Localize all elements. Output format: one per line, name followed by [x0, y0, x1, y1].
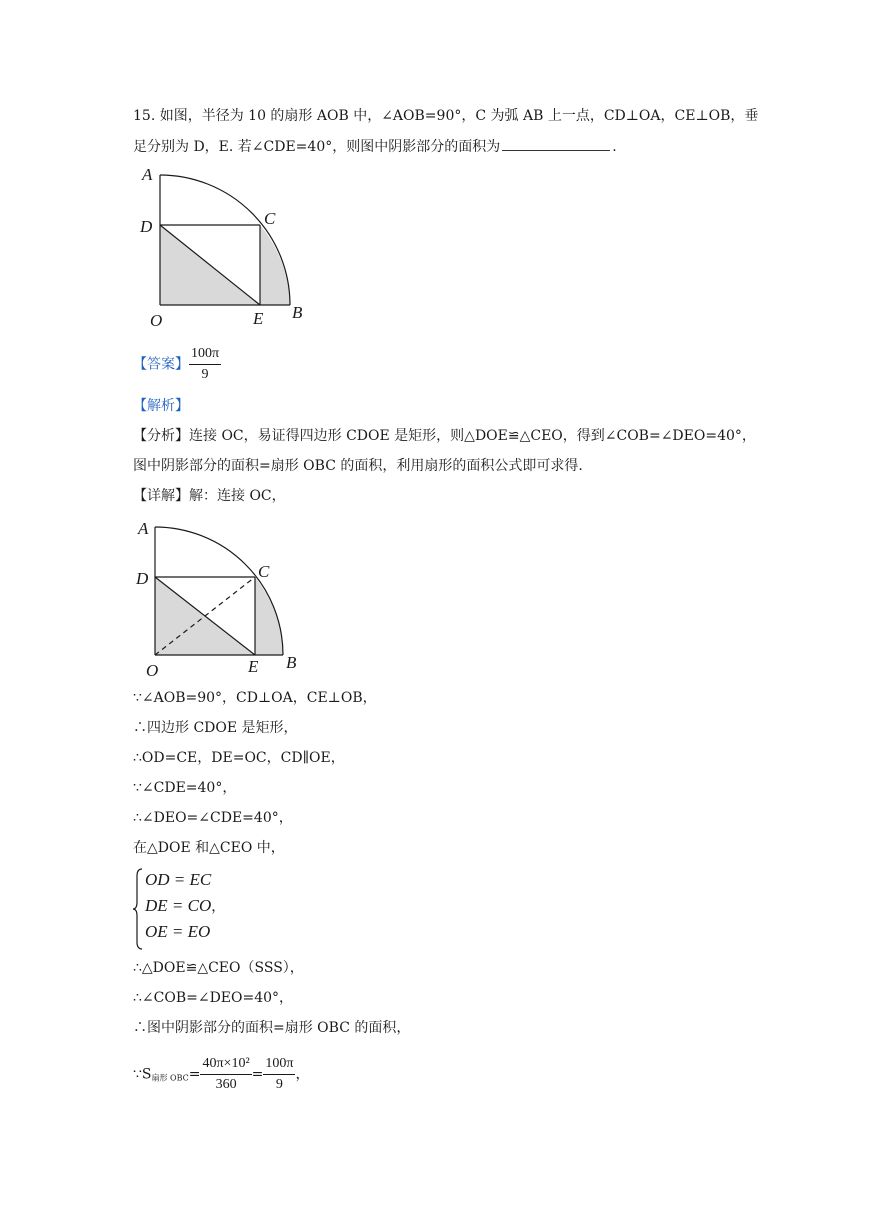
answer-row — [133, 344, 221, 385]
label-c: C — [264, 209, 276, 228]
problem-line-2-text: 足分别为 D，E. 若∠CDE=40°，则图中阴影部分的面积为 — [133, 139, 501, 155]
step-3: ∴OD=CE，DE=OC，CD∥OE， — [133, 750, 345, 766]
answer-tag: 【答案】 — [133, 356, 189, 373]
label-o-2: O — [146, 661, 159, 680]
figure-2 — [130, 512, 320, 682]
label-c-2: C — [258, 562, 270, 581]
answer-numerator: 100π — [189, 344, 221, 365]
system-row-1: OD = EC — [145, 870, 212, 889]
step-10-eq1: = — [188, 1066, 201, 1083]
left-brace — [133, 868, 143, 950]
shaded-sector-2 — [255, 577, 283, 655]
step-10-sub: 扇形 OBC — [151, 1073, 189, 1083]
analysis-tag: 【解析】 — [133, 398, 189, 414]
step-6: 在△DOE 和△CEO 中， — [133, 840, 285, 856]
step-1: ∵∠AOB=90°，CD⊥OA，CE⊥OB， — [133, 690, 377, 706]
label-b-2: B — [286, 653, 297, 672]
label-d: D — [140, 217, 153, 236]
step-2: ∴四边形 CDOE 是矩形， — [133, 720, 298, 736]
label-a: A — [142, 165, 153, 184]
step-9: ∴图中阴影部分的面积=扇形 OBC 的面积， — [133, 1020, 411, 1036]
detail-line-1 — [133, 486, 286, 506]
step-4: ∵∠CDE=40°， — [133, 780, 237, 796]
detail-text-1: 解：连接 OC， — [189, 488, 286, 504]
step-8: ∴∠COB=∠DEO=40°， — [133, 990, 294, 1006]
shaded-sector — [260, 225, 290, 305]
figure-1 — [130, 160, 320, 335]
step-7: ∴△DOE≌△CEO（SSS）， — [133, 960, 304, 976]
step-10-eq2: = — [251, 1066, 264, 1083]
system-row-2 — [145, 896, 225, 916]
detail-tag: 【详解】 — [133, 488, 189, 504]
label-d-2: D — [136, 569, 149, 588]
fenxi-line-2: 图中阴影部分的面积=扇形 OBC 的面积，利用扇形的面积公式即可求得. — [133, 458, 583, 474]
fenxi-text-1: 连接 OC，易证得四边形 CDOE 是矩形，则△DOE≌△CEO，得到∠COB=∠DEO=40°， — [189, 428, 756, 444]
label-o: O — [150, 311, 163, 330]
fenxi-tag: 【分析】 — [133, 428, 189, 444]
fenxi-line-1 — [133, 426, 756, 446]
step-10-frac-1 — [200, 1054, 251, 1095]
problem-line-1: 15. 如图，半径为 10 的扇形 AOB 中，∠AOB=90°，C 为弧 AB 上一点，CD⊥OA，CE⊥OB，垂 — [133, 108, 759, 124]
answer-denominator: 9 — [201, 367, 209, 382]
step-10-prefix: ∵S — [133, 1066, 152, 1083]
label-b: B — [292, 303, 303, 322]
step-10-den-1: 360 — [215, 1077, 237, 1092]
answer-blank — [502, 136, 610, 151]
problem-line-2 — [133, 136, 617, 157]
step-10 — [133, 1054, 309, 1099]
label-a-2: A — [138, 519, 149, 538]
system-row-3: OE = EO — [145, 922, 211, 941]
step-5: ∴∠DEO=∠CDE=40°， — [133, 810, 293, 826]
step-10-frac-2 — [263, 1054, 295, 1095]
answer-fraction — [189, 344, 221, 385]
step-10-num-1: 40π×10² — [200, 1054, 251, 1075]
label-e: E — [253, 309, 264, 328]
system-row-2-eq: DE = CO — [145, 896, 212, 915]
step-10-den-2: 9 — [275, 1077, 283, 1092]
problem-line-2-end: . — [612, 139, 617, 155]
step-10-suffix: ， — [295, 1066, 310, 1083]
step-10-num-2: 100π — [263, 1054, 295, 1075]
label-e-2: E — [248, 657, 259, 676]
system-row-2-suffix: ， — [211, 900, 226, 915]
